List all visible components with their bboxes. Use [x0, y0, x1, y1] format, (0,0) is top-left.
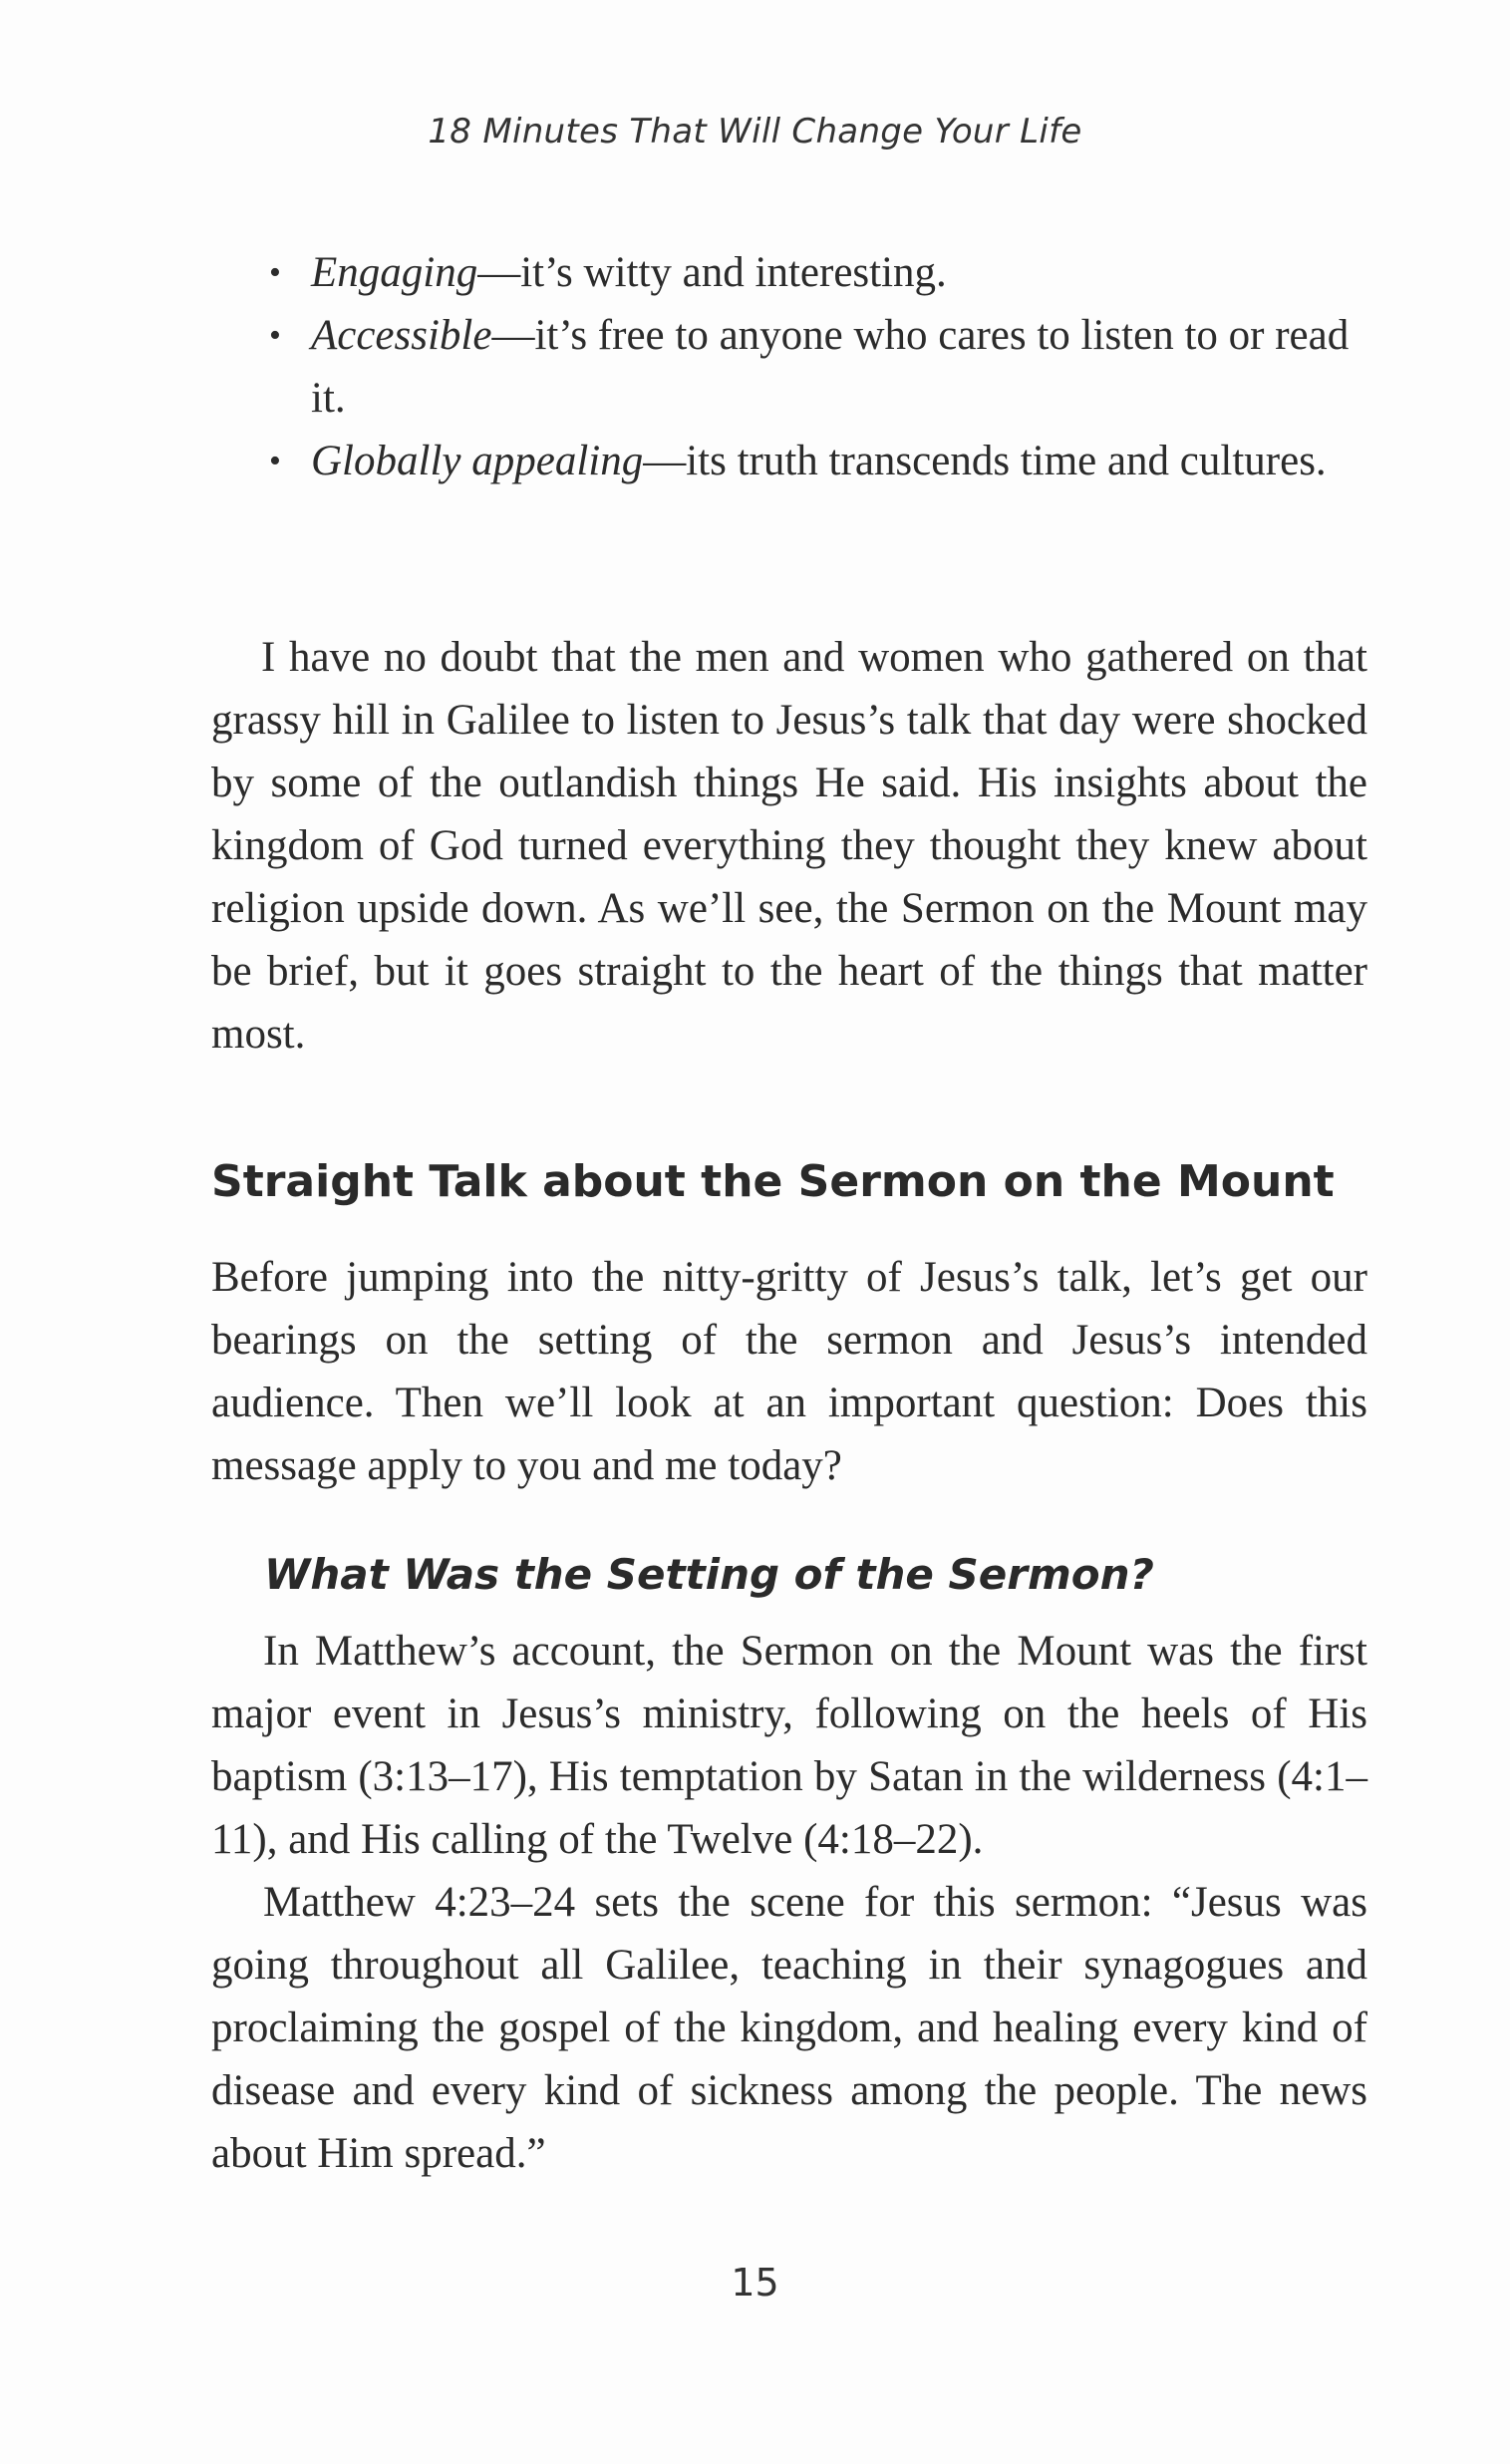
bullet-item	[261, 304, 1358, 430]
bullet-term: Accessible	[311, 312, 492, 359]
bullet-text: —it’s free to anyone who cares to listen to or read it.	[311, 312, 1350, 422]
bullet-dot-icon: •	[269, 443, 281, 479]
bullet-dot-icon: •	[269, 317, 281, 354]
bullet-item	[261, 430, 1358, 492]
running-head: 18 Minutes That Will Change Your Life	[428, 112, 1082, 152]
subsection-heading: What Was the Setting of the Sermon?	[264, 1550, 1154, 1599]
bullet-list	[261, 241, 1358, 492]
section-heading: Straight Talk about the Sermon on the Mount	[211, 1156, 1335, 1207]
body-paragraph: Matthew 4:23–24 sets the scene for this sermon: “Jesus was going throughout all Galilee, teaching in their synagogues and proclaiming the gospel of the kingdom, and healing every kind of disease and every kind of sickness among the people. The news about Him spread.”	[211, 1879, 1367, 2177]
bullet-term: Engaging	[311, 249, 478, 296]
bullet-dot-icon: •	[269, 254, 281, 291]
bullet-term: Globally appealing	[311, 438, 644, 484]
body-paragraph: I have no doubt that the men and women who gathered on that grassy hill in Galilee to listen to Jesus’s talk that day were shocked by some of the outlandish things He said. His insights about the kingdom of God turned everything they thought they knew about religion upside down. As we’ll see, the Sermon on the Mount may be brief, but it goes straight to the heart of the things that matter most.	[211, 634, 1367, 1058]
page-number: 15	[731, 2261, 779, 2305]
bullet-item	[261, 241, 1358, 304]
bullet-text: —it’s witty and interesting.	[477, 249, 947, 296]
body-paragraph: In Matthew’s account, the Sermon on the Mount was the first major event in Jesus’s ministry, following on the heels of His baptism (3:13–17), His temptation by Satan in the wilderness (4:1–11), and His calling of the Twelve (4:18–22).	[211, 1628, 1367, 1863]
bullet-text: —its truth transcends time and cultures.	[643, 438, 1327, 484]
body-paragraph: Before jumping into the nitty-gritty of Jesus’s talk, let’s get our bearings on the setting of the sermon and Jesus’s intended audience. Then we’ll look at an important question: Does this message apply to you and me today?	[211, 1254, 1367, 1489]
